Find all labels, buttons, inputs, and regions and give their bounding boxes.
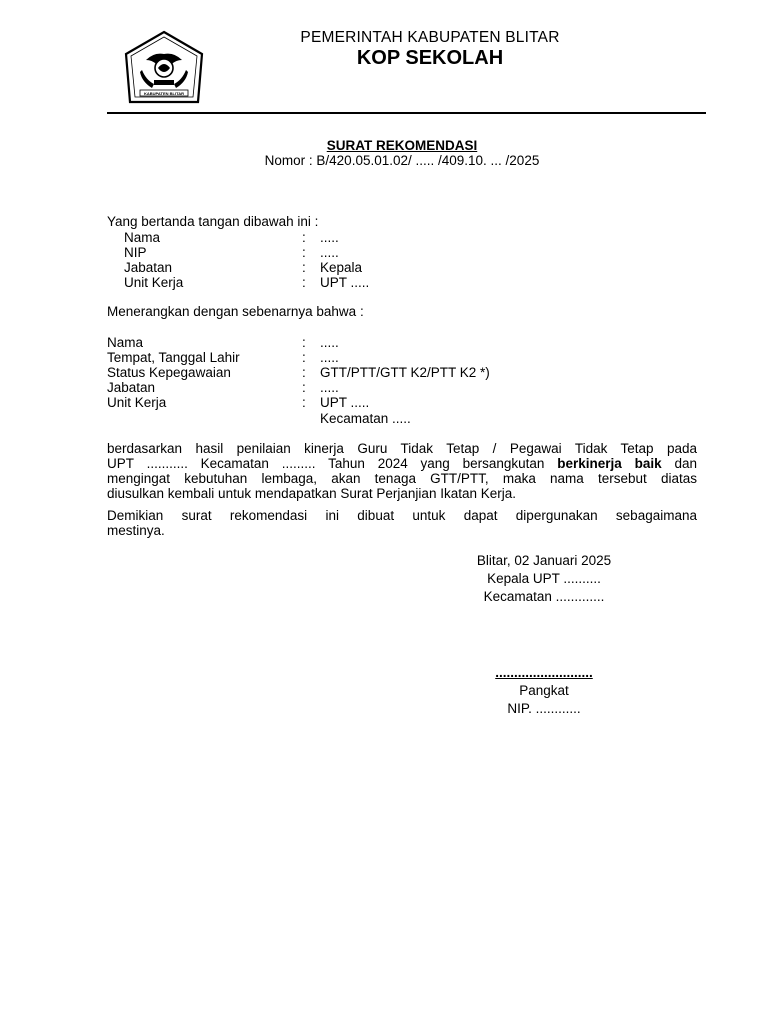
subject-field-colon: : xyxy=(302,350,306,365)
subject-field-label: Status Kepegawaian xyxy=(107,365,231,380)
subject-field-row xyxy=(107,380,607,395)
signatory-field-label: Jabatan xyxy=(124,260,173,275)
subject-field-value: ..... xyxy=(320,335,339,350)
subject-district: Kecamatan ..... xyxy=(320,411,411,426)
signatory-field-row xyxy=(124,260,624,275)
subject-field-value: GTT/PTT/GTT K2/PTT K2 *) xyxy=(320,365,490,380)
signature-rank: Pangkat xyxy=(519,683,569,698)
body-line-2-pre: UPT ........... Kecamatan ......... Tahun 2024 yang bersangkutan xyxy=(107,456,558,471)
subject-field-row xyxy=(107,395,607,410)
subject-field-row xyxy=(107,335,607,350)
closing-line-1: Demikian surat rekomendasi ini dibuat untuk dapat dipergunakan sebagaimana xyxy=(107,508,697,523)
subject-field-label: Jabatan xyxy=(107,380,156,395)
body-line-2 xyxy=(107,456,697,471)
statement-intro: Menerangkan dengan sebenarnya bahwa : xyxy=(107,304,364,319)
signatory-field-label: NIP xyxy=(124,245,147,260)
signatory-field-row xyxy=(124,230,624,245)
signatory-field-label: Nama xyxy=(124,230,161,245)
subject-field-value: ..... xyxy=(320,350,339,365)
signatory-field-colon: : xyxy=(302,275,306,290)
subject-field-colon: : xyxy=(302,380,306,395)
subject-field-colon: : xyxy=(302,395,306,410)
body-line-3: mengingat kebutuhan lembaga, akan tenaga GTT/PTT, maka nama tersebut diatas xyxy=(107,471,697,486)
body-line-2-post: dan xyxy=(661,456,697,471)
signatory-field-row xyxy=(124,245,624,260)
signature-place-date: Blitar, 02 Januari 2025 xyxy=(476,553,612,568)
body-line-4: diusulkan kembali untuk mendapatkan Surat Perjanjian Ikatan Kerja. xyxy=(107,486,516,501)
school-heading: KOP SEKOLAH xyxy=(356,47,504,69)
letter-number: Nomor : B/420.05.01.02/ ..... /409.10. ... /2025 xyxy=(264,153,540,168)
subject-field-value: UPT ..... xyxy=(320,395,370,410)
signatory-field-colon: : xyxy=(302,245,306,260)
body-paragraph xyxy=(107,441,697,501)
signatory-intro: Yang bertanda tangan dibawah ini : xyxy=(107,214,319,229)
closing-line-2: mestinya. xyxy=(107,523,165,538)
body-line-2-bold: berkinerja baik xyxy=(557,456,662,471)
regency-emblem-logo xyxy=(124,30,204,104)
logo-label: KABUPATEN BLITAR xyxy=(144,91,184,96)
signatory-field-value: Kepala xyxy=(320,260,363,275)
letter-title xyxy=(107,138,697,153)
signature-district: Kecamatan ............. xyxy=(483,589,605,604)
closing-paragraph xyxy=(107,508,697,538)
subject-field-value: ..... xyxy=(320,380,339,395)
signatory-field-value: ..... xyxy=(320,230,339,245)
signatory-field-value: ..... xyxy=(320,245,339,260)
subject-field-row xyxy=(107,365,607,380)
signatory-field-label: Unit Kerja xyxy=(124,275,184,290)
signature-position: Kepala UPT .......... xyxy=(487,571,601,586)
letter-title-text: SURAT REKOMENDASI xyxy=(326,138,478,153)
government-heading: PEMERINTAH KABUPATEN BLITAR xyxy=(300,29,560,46)
header-divider xyxy=(107,112,706,114)
subject-field-label: Unit Kerja xyxy=(107,395,167,410)
signatory-field-value: UPT ..... xyxy=(320,275,370,290)
subject-field-label: Nama xyxy=(107,335,144,350)
subject-field-colon: : xyxy=(302,335,306,350)
signatory-field-colon: : xyxy=(302,260,306,275)
signatory-field-row xyxy=(124,275,624,290)
signatory-field-colon: : xyxy=(302,230,306,245)
subject-field-label: Tempat, Tanggal Lahir xyxy=(107,350,240,365)
signature-name: .......................... xyxy=(495,665,593,680)
signature-nip: NIP. ............ xyxy=(507,701,581,716)
subject-field-colon: : xyxy=(302,365,306,380)
subject-field-row xyxy=(107,350,607,365)
body-line-1: berdasarkan hasil penilaian kinerja Guru Tidak Tetap / Pegawai Tidak Tetap pada xyxy=(107,441,697,456)
